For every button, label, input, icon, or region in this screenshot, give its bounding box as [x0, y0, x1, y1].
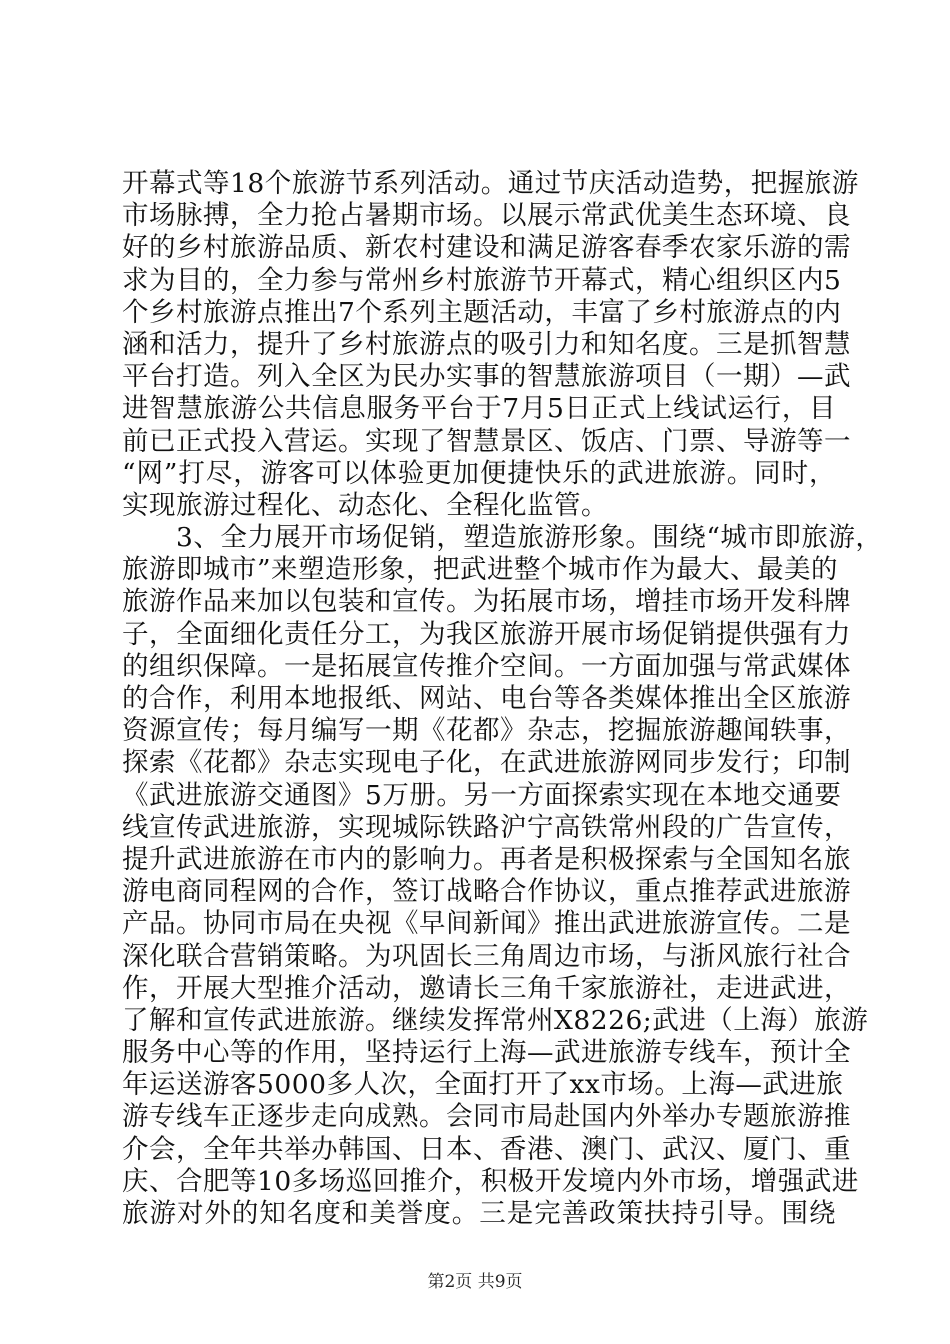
text-line: 求为目的，全力参与常州乡村旅游节开幕式，精心组织区内5: [122, 264, 842, 296]
text-line: 的合作，利用本地报纸、网站、电台等各类媒体推出全区旅游: [122, 683, 851, 714]
text-line: 进智慧旅游公共信息服务平台于7月5日正式上线试运行，目: [122, 393, 836, 425]
text-line: 产品。协同市局在央视《早间新闻》推出武进旅游宣传。二是: [122, 908, 851, 940]
text-line: 作，开展大型推介活动，邀请长三角千家旅游社，走进武进，: [122, 972, 851, 1004]
text-line: 年运送游客5000多人次，全面打开了xx市场。上海—武进旅: [122, 1069, 844, 1101]
text-line: 前已正式投入营运。实现了智慧景区、饭店、门票、导游等一: [122, 425, 851, 457]
text-line: 线宣传武进旅游，实现城际铁路沪宁高铁常州段的广告宣传，: [122, 811, 851, 843]
text-line: 好的乡村旅游品质、新农村建设和满足游客春季农家乐游的需: [122, 232, 851, 264]
text-line: “网”打尽，游客可以体验更加便捷快乐的武进旅游。同时，: [122, 457, 836, 489]
text-line: 实现旅游过程化、动态化、全程化监管。: [122, 489, 608, 521]
text-line: 旅游即城市”来塑造形象，把武进整个城市作为最大、最美的: [122, 554, 839, 586]
text-line: 个乡村旅游点推出7个系列主题活动，丰富了乡村旅游点的内: [122, 296, 842, 328]
text-line: 开幕式等18个旅游节系列活动。通过节庆活动造势，把握旅游: [122, 168, 859, 199]
text-line: 子，全面细化责任分工，为我区旅游开展市场促销提供强有力: [122, 618, 851, 650]
document-body: [122, 168, 883, 1230]
text-line: 旅游作品来加以包装和宣传。为拓展市场，增挂市场开发科牌: [122, 586, 851, 618]
text-line: 探索《花都》杂志实现电子化，在武进旅游网同步发行；印制: [122, 747, 851, 779]
text-line: 《武进旅游交通图》5万册。另一方面探索实现在本地交通要: [122, 779, 842, 811]
text-line: 介会，全年共举办韩国、日本、香港、澳门、武汉、厦门、重: [122, 1133, 851, 1165]
text-line: 游专线车正逐步走向成熟。会同市局赴国内外举办专题旅游推: [122, 1101, 851, 1133]
text-line: 资源宣传；每月编写一期《花都》杂志，挖掘旅游趣闻轶事，: [122, 715, 851, 747]
text-line: 了解和宣传武进旅游。继续发挥常州X8226;武进（上海）旅游: [122, 1004, 869, 1036]
page-number-footer: 第2页 共9页: [427, 1272, 523, 1292]
text-line: 3、全力展开市场促销，塑造旅游形象。围绕“城市即旅游，: [122, 522, 883, 554]
text-line: 的组织保障。一是拓展宣传推介空间。一方面加强与常武媒体: [122, 650, 851, 682]
text-line: 提升武进旅游在市内的影响力。再者是积极探索与全国知名旅: [122, 843, 851, 875]
text-line: 平台打造。列入全区为民办实事的智慧旅游项目（一期）—武: [122, 361, 851, 393]
text-line: 深化联合营销策略。为巩固长三角周边市场，与浙风旅行社合: [122, 940, 851, 972]
text-line: 涵和活力，提升了乡村旅游点的吸引力和知名度。三是抓智慧: [122, 328, 851, 360]
text-line: 旅游对外的知名度和美誉度。三是完善政策扶持引导。围绕: [122, 1198, 836, 1229]
text-line: 庆、合肥等10多场巡回推介，积极开发境内外市场，增强武进: [122, 1165, 859, 1197]
text-line: 服务中心等的作用，坚持运行上海—武进旅游专线车，预计全: [122, 1037, 851, 1069]
text-line: 市场脉搏，全力抢占暑期市场。以展示常武优美生态环境、良: [122, 200, 851, 232]
text-line: 游电商同程网的合作，签订战略合作协议，重点推荐武进旅游: [122, 876, 851, 908]
